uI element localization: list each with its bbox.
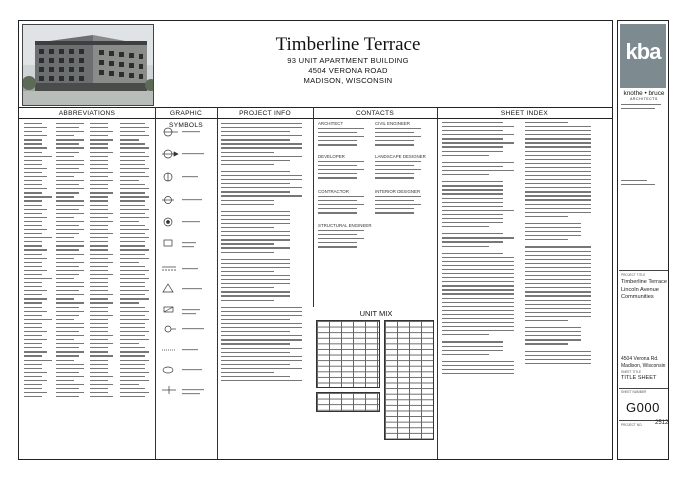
divider [619,388,668,389]
firm-tagline: ARCHITECTS [630,97,658,101]
project-subtitle-units: 93 UNIT APARTMENT BUILDING [287,56,409,65]
abbreviations-col-4 [120,123,152,400]
sheet-number: G000 [626,400,660,415]
contact-interior-details [375,196,425,216]
unit-mix-header: UNIT MIX [359,309,393,318]
contact-civil-label: CIVIL ENGINEER [375,122,410,126]
project-title: Timberline Terrace [275,34,421,55]
project-subtitle-city: MADISON, WISCONSIN [303,76,393,85]
sheet-number-label: SHEET NUMBER [621,390,647,394]
project-title-block [258,34,438,86]
sheet-title-text: TITLE SHEET [621,375,657,381]
issue-date-lines [621,180,665,188]
abbreviations-col-3 [90,123,120,400]
column-divider [437,107,438,459]
sheet-index-header: SHEET INDEX [437,107,612,119]
contact-contractor-label: CONTRACTOR [318,190,349,194]
contacts-header: CONTACTS [313,107,437,119]
contact-developer-details [318,161,368,181]
column-divider [217,107,218,459]
contact-developer-label: DEVELOPER [318,155,345,159]
contact-landscape-details [375,161,425,181]
column-divider [313,107,314,307]
project-owner-text: Lincoln Avenue Communities [621,287,659,300]
sheet-index-col-2 [525,122,597,367]
graphic-symbols-legend [158,122,216,452]
graphic-symbols-header: GRAPHIC SYMBOLS [155,107,217,119]
abbreviations-col-1 [24,123,54,400]
unit-summary-table [316,392,380,412]
building-rendering [22,24,154,106]
contact-interior-label: INTERIOR DESIGNER [375,190,421,194]
accessibility-table [384,320,434,440]
contact-landscape-label: LANDSCAPE DESIGNER [375,155,426,159]
divider [619,270,668,271]
contact-civil-details [375,128,425,148]
project-title-label: PROJECT TITLE [621,273,646,277]
project-address-2: Madison, Wisconsin [621,363,666,369]
abbreviations-header: ABBREVIATIONS [19,107,155,119]
project-info-header: PROJECT INFO [217,107,313,119]
project-subtitle-address: 4504 VERONA ROAD [308,66,388,75]
sheet-title-label: SHEET TITLE [621,370,642,374]
project-number: 2512 [655,420,669,426]
unit-mix-table [316,320,380,388]
contact-contractor-details [318,196,368,216]
firm-name: knothe • bruce [623,90,665,97]
contact-structural-details [318,230,368,250]
firm-contact-lines [621,104,665,112]
contact-architect-label: ARCHITECT [318,122,344,126]
project-number-label: PROJECT NO. [621,423,643,427]
column-divider [155,107,156,459]
project-title-text: Timberline Terrace [621,279,668,285]
abbreviations-col-2 [56,123,86,400]
firm-logo-mark: kba [625,39,661,64]
contact-structural-label: STRUCTURAL ENGINEER [318,224,372,228]
project-address-1: 4504 Verona Rd. [621,356,659,362]
contact-architect-details [318,128,368,148]
sheet-index-col-1 [442,122,520,377]
project-info-text [221,123,309,384]
